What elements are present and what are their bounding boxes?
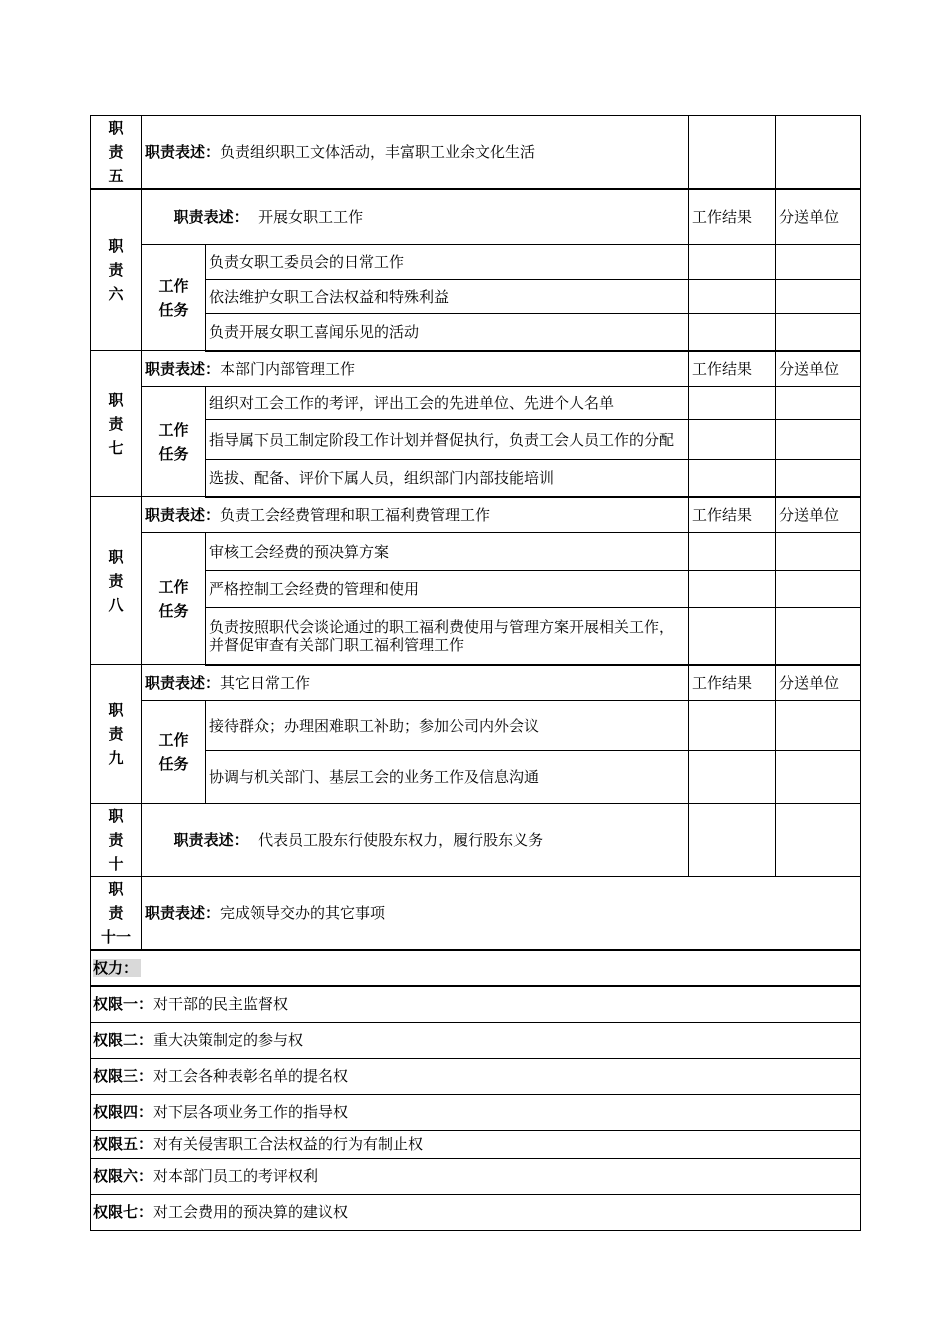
duty-6-task-1: 负责女职工委员会的日常工作 [206,245,689,280]
duty-5-name: 职 责 五 [91,116,142,190]
power-7-cell [91,1194,861,1230]
powers-title-row [91,950,861,986]
duty-9-task-1-result [689,701,776,751]
duty-8-task-2-result [689,571,776,608]
duty-8-task-1-dest [776,533,861,571]
duty-8-task-1: 审核工会经费的预决算方案 [206,533,689,571]
duties-table [90,115,861,1231]
duty-8-header-row [91,497,861,533]
duty-7-header-row [91,351,861,387]
duty-5-desc-label: 职责表述： [145,143,221,161]
duty-6-task-3-result [689,314,776,351]
duty-8-task-2: 严格控制工会经费的管理和使用 [206,571,689,608]
duty-10-result-cell [689,804,776,877]
duty-10-name: 职 责 十 [91,804,142,877]
duty-11-desc-label: 职责表述： [145,904,221,922]
duty-7-desc: 本部门内部管理工作 [220,359,356,378]
duty-8-desc-cell [142,497,689,533]
power-5-text: 对有关侵害职工合法权益的行为有制止权 [153,1135,424,1153]
duty-6-task-1-dest [776,245,861,280]
power-6-text: 对本部门员工的考评权利 [153,1167,319,1185]
duty-9-task-2-dest [776,751,861,804]
duty-10-desc: 代表员工股东行使股东权力，履行股东义务 [248,831,544,849]
duty-7-task-2-dest [776,420,861,460]
duty-7-task-3: 选拔、配备、评价下属人员，组织部门内部技能培训 [206,460,689,497]
duty-8-task-2-dest [776,571,861,608]
power-5-cell [91,1130,861,1158]
duty-11-name: 职 责 十一 [91,877,142,951]
duty-10-desc-label: 职责表述： [173,831,249,849]
power-3-cell [91,1058,861,1094]
duty-6-task-row [91,280,861,314]
power-row [91,1022,861,1058]
power-2-label: 权限二： [93,1031,154,1049]
duty-7-desc-cell [142,351,689,387]
duty-6-task-1-result [689,245,776,280]
power-2-cell [91,1022,861,1058]
powers-title: 权力： [93,959,141,977]
duty-7-task-2-result [689,420,776,460]
power-row [91,1158,861,1194]
duty-8-task-3: 负责按照职代会谈论通过的职工福利费使用与管理方案开展相关工作，并督促审查有关部门职工福利管理工作 [206,608,689,665]
duty-6-header-row [91,189,861,245]
power-row [91,986,861,1022]
duty-8-desc-label: 职责表述： [145,505,221,524]
duty-8-desc: 负责工会经费管理和职工福利费管理工作 [220,505,491,524]
power-7-text: 对工会费用的预决算的建议权 [153,1203,349,1221]
duty-10-row [91,804,861,877]
duty-8-name: 职 责 八 [91,497,142,665]
power-row [91,1094,861,1130]
duty-7-task-row [91,387,861,420]
power-6-cell [91,1158,861,1194]
duty-5-desc-cell [142,116,689,190]
power-7-label: 权限七： [93,1203,154,1221]
duty-7-task-1-dest [776,387,861,420]
duty-6-task-3: 负责开展女职工喜闻乐见的活动 [206,314,689,351]
power-3-label: 权限三： [93,1067,154,1085]
power-row [91,1194,861,1230]
duty-6-tasks-label: 工作 任务 [142,245,206,351]
duty-8-task-3-result [689,608,776,665]
duty-6-desc: 开展女职工工作 [248,208,364,226]
duty-6-desc-label: 职责表述： [173,208,249,226]
duty-6-desc-cell [142,189,689,245]
duty-9-desc-label: 职责表述： [145,673,221,692]
duty-8-task-row [91,533,861,571]
duty-6-task-2: 依法维护女职工合法权益和特殊利益 [206,280,689,314]
duty-6-name: 职 责 六 [91,189,142,351]
power-5-label: 权限五： [93,1135,154,1153]
duty-9-task-2: 协调与机关部门、基层工会的业务工作及信息沟通 [206,751,689,804]
duty-7-task-1-result [689,387,776,420]
duty-5-dest-cell [776,116,861,190]
power-1-text: 对干部的民主监督权 [153,995,289,1014]
duty-6-task-row [91,245,861,280]
duty-9-task-1-dest [776,701,861,751]
power-2-text: 重大决策制定的参与权 [153,1031,304,1049]
powers-title-cell [91,950,861,986]
duty-10-dest-cell [776,804,861,877]
duty-8-result-header: 工作结果 [689,497,776,533]
duty-7-dest-header: 分送单位 [776,351,861,387]
duty-9-task-row [91,751,861,804]
duty-9-desc-cell [142,665,689,701]
duty-6-dest-header: 分送单位 [776,189,861,245]
duties-sheet [90,115,860,1231]
duty-11-desc-cell [142,877,861,951]
duty-8-dest-header: 分送单位 [776,497,861,533]
duty-9-dest-header: 分送单位 [776,665,861,701]
duty-5-row [91,116,861,190]
duty-9-tasks-label: 工作 任务 [142,701,206,804]
duty-9-name: 职 责 九 [91,665,142,804]
duty-6-task-row [91,314,861,351]
duty-11-desc: 完成领导交办的其它事项 [220,904,386,922]
power-3-text: 对工会各种表彰名单的提名权 [153,1067,349,1085]
duty-6-task-3-dest [776,314,861,351]
duty-7-tasks-label: 工作 任务 [142,387,206,497]
duty-7-result-header: 工作结果 [689,351,776,387]
power-1-cell [91,986,861,1022]
duty-7-name: 职 责 七 [91,351,142,497]
duty-6-task-2-result [689,280,776,314]
duty-7-task-2: 指导属下员工制定阶段工作计划并督促执行，负责工会人员工作的分配 [206,420,689,460]
duty-8-tasks-label: 工作 任务 [142,533,206,665]
duty-9-result-header: 工作结果 [689,665,776,701]
power-row [91,1058,861,1094]
duty-6-task-2-dest [776,280,861,314]
power-row [91,1130,861,1158]
power-6-label: 权限六： [93,1167,154,1185]
duty-11-row [91,877,861,951]
duty-8-task-3-dest [776,608,861,665]
duty-9-desc: 其它日常工作 [220,673,311,692]
power-4-cell [91,1094,861,1130]
duty-8-task-row [91,608,861,665]
duty-7-task-3-dest [776,460,861,497]
duty-7-task-1: 组织对工会工作的考评，评出工会的先进单位、先进个人名单 [206,387,689,420]
duty-7-desc-label: 职责表述： [145,359,221,378]
duty-7-task-row [91,460,861,497]
duty-7-task-row [91,420,861,460]
duty-10-desc-cell [142,804,689,877]
duty-9-header-row [91,665,861,701]
duty-8-task-row [91,571,861,608]
power-1-label: 权限一： [93,995,154,1014]
duty-9-task-1: 接待群众；办理困难职工补助；参加公司内外会议 [206,701,689,751]
duty-5-result-cell [689,116,776,190]
duty-6-result-header: 工作结果 [689,189,776,245]
duty-7-task-3-result [689,460,776,497]
duty-8-task-1-result [689,533,776,571]
duty-9-task-2-result [689,751,776,804]
duty-5-desc: 负责组织职工文体活动，丰富职工业余文化生活 [220,143,536,161]
duty-9-task-row [91,701,861,751]
power-4-text: 对下层各项业务工作的指导权 [153,1103,349,1121]
power-4-label: 权限四： [93,1103,154,1121]
